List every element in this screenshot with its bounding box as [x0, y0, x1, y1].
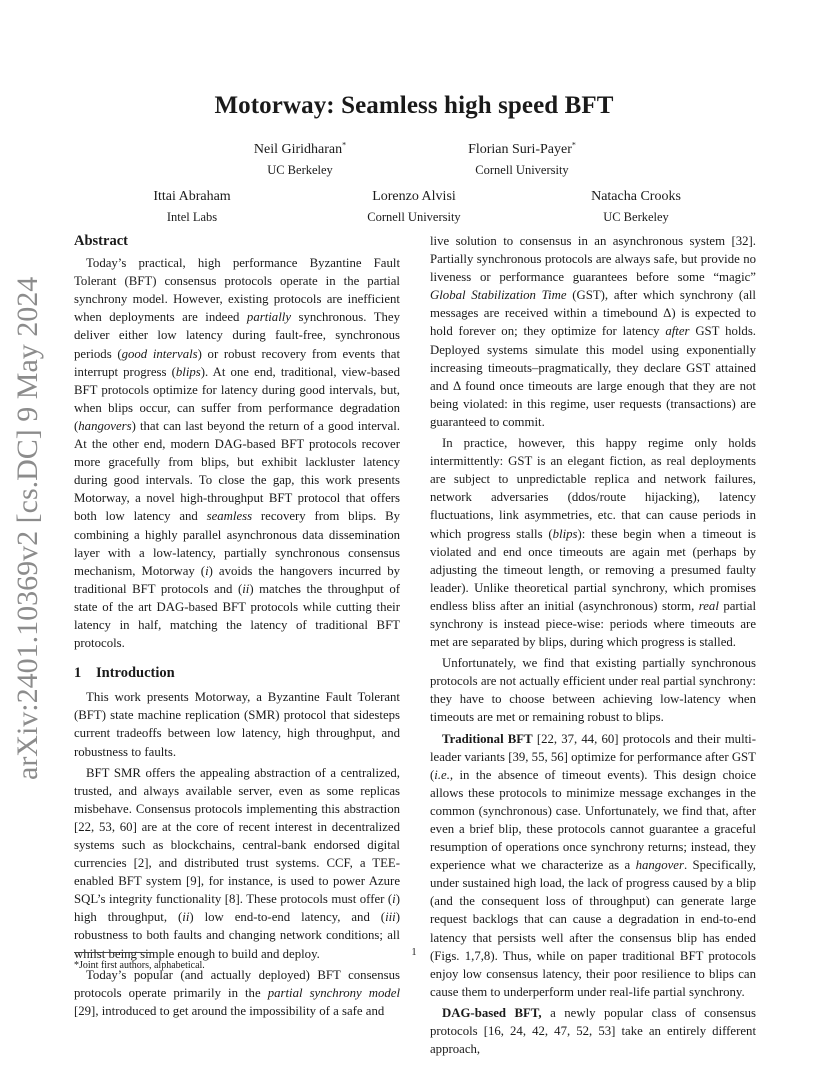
body-paragraph: This work presents Motorway, a Byzantine Fault Tolerant (BFT) state machine replication (SMR) protocol that sidesteps current tradeoffs between low latency, high throughput, and robustness to faults.: [74, 690, 400, 759]
author-name: Ittai Abraham: [153, 189, 231, 204]
author-affiliation: Cornell University: [367, 210, 461, 224]
body-paragraph: In practice, however, this happy regime only holds intermittently: GST is an elegant fiction, as real deployments are subject to unpredictable replica and network failures, network adversaries (ddos/route hijacking), latency fluctuations, link asymmetries, etc. that can cause periods in which progress stalls (blips): these begin when a timeout is violated and end once timeouts are again met (perhaps by adjusting the timeout length, or removing a presumed faulty leader). Unlike theoretical partial synchrony, which promises endless bliss after an initial (asynchronous) storm, real partial synchrony is instead piece-wise: periods where timeouts are met are separated by blips, during which progress is stalled.: [430, 436, 757, 650]
author-block: [92, 187, 292, 227]
left-column: [74, 232, 400, 1020]
author-block: [314, 187, 514, 227]
body-paragraph: Unfortunately, we find that existing partially synchronous protocols are not actually efficient under real partial synchrony: they have to choose between achieving low-latency when timeouts are met or remaining robust to blips.: [430, 656, 756, 725]
section-heading: [74, 664, 400, 682]
author-affiliation: UC Berkeley: [267, 163, 333, 177]
section-number: 1: [74, 665, 82, 682]
right-column: [430, 232, 756, 1058]
author-block: [200, 140, 400, 180]
author-mark: *: [571, 140, 576, 150]
body-paragraph: BFT SMR offers the appealing abstraction of a centralized, trusted, and always available server, even as some replicas misbehave. Consensus protocols implementing this abstraction [22, 53, 60] are at the core of recent interest in decentralized systems such as blockchains, central-bank endorsed digital currencies [2], and distributed trust systems. CCF, a TEE-enabled BFT system [9], for instance, is used to power Azure SQL’s integrity functionality [8]. These protocols must offer (i) high throughput, (ii) low end-to-end latency, and (iii) robustness to both faults and changing network conditions; all whilst being simple enough to build and deploy.: [74, 765, 400, 961]
author-name: Neil Giridharan: [253, 142, 343, 157]
author-affiliation: UC Berkeley: [603, 210, 669, 224]
author-block: [536, 187, 736, 227]
author-name: Natacha Crooks: [591, 189, 681, 204]
arxiv-identifier: arXiv:2401.10369v2 [cs.DC] 9 May 2024: [11, 276, 44, 780]
author-name: Florian Suri-Payer: [468, 142, 572, 157]
body-paragraph: Traditional BFT [22, 37, 44, 60] protocols and their multi-leader variants [39, 55, 56] optimize for performance after GST (i.e., in the absence of timeout events). This design choice allows these protocols to minimize message exchanges in the common (synchronous) case. Unfortunately, we find that, after even a brief blip, these protocols cannot guarantee a graceful resumption of operations once synchrony returns; instead, they experience what we characterize as a hangover. Specifically, under sustained high load, the lack of progress caused by a blip (and the consequent loss of throughput) can generate large request backlogs that can cause a degradation in end-to-end latency that persists well after the consensus blip has ended (Figs. 1,7,8). Thus, while on paper traditional BFT protocols enjoy low consensus latency, their poor resilience to blips can cause them to underperform under real-life partial synchrony.: [430, 731, 756, 999]
body-paragraph: Today’s popular (and actually deployed) BFT consensus protocols operate primarily in the partial synchrony model [29], introduced to get around the impossibility of a safe and: [74, 967, 400, 1018]
paper-title: Motorway: Seamless high speed BFT: [214, 92, 614, 119]
abstract-heading: Abstract: [74, 233, 128, 249]
body-paragraph: DAG-based BFT, a newly popular class of consensus protocols [16, 24, 42, 47, 52, 53] take an entirely different approach,: [430, 1005, 757, 1057]
section-title: Introduction: [96, 665, 175, 682]
abstract-text: Today’s practical, high performance Byzantine Fault Tolerant (BFT) consensus protocols operate in the partial synchrony model. However, existing protocols are inefficient when deployments are indeed partially synchronous. They deliver either low latency during fault-free, synchronous periods (good intervals) or robust recovery from events that interrupt progress (blips). At one end, traditional, view-based BFT protocols optimize for latency during good intervals, but, when blips occur, can suffer from performance degradation (hangovers) that can last beyond the return of a good interval. At the other end, modern DAG-based BFT protocols recover more gracefully from blips, but exhibit lackluster latency during good intervals. To close the gap, this work presents Motorway, a novel high-throughput BFT protocol that offers both low latency and seamless recovery from blips. By combining a highly parallel asynchronous data dissemination layer with a low-latency, partially synchronous consensus mechanism, Motorway (i) avoids the hangovers incurred by traditional BFT protocols and (ii) matches the throughput of state of the art DAG-based BFT protocols while cutting their latency in half, matching the latency of traditional BFT protocols.: [74, 256, 401, 651]
author-name: Lorenzo Alvisi: [372, 189, 456, 204]
author-mark: *: [342, 140, 347, 150]
author-affiliation: Intel Labs: [166, 210, 218, 224]
footnote: *Joint first authors, alphabetical.: [74, 960, 205, 971]
page-number: 1: [411, 947, 417, 958]
body-paragraph: live solution to consensus in an asynchronous system [32]. Partially synchronous protocols are always safe, but provide no liveness or performance guarantees before some “magic” Global Stabilization Time (GST), after which synchrony (all messages are received within a timebound Δ) is expected to hold forever on; they optimize for latency after GST holds. Deployed systems simulate this model using exponentially increasing timeouts–pragmatically, they declare GST attained and Δ found once timeouts are large enough that they are not being violated: in this regime, user requests (transactions) are guaranteed to commit.: [430, 234, 756, 429]
author-affiliation: Cornell University: [475, 163, 569, 177]
author-block: [422, 140, 622, 180]
